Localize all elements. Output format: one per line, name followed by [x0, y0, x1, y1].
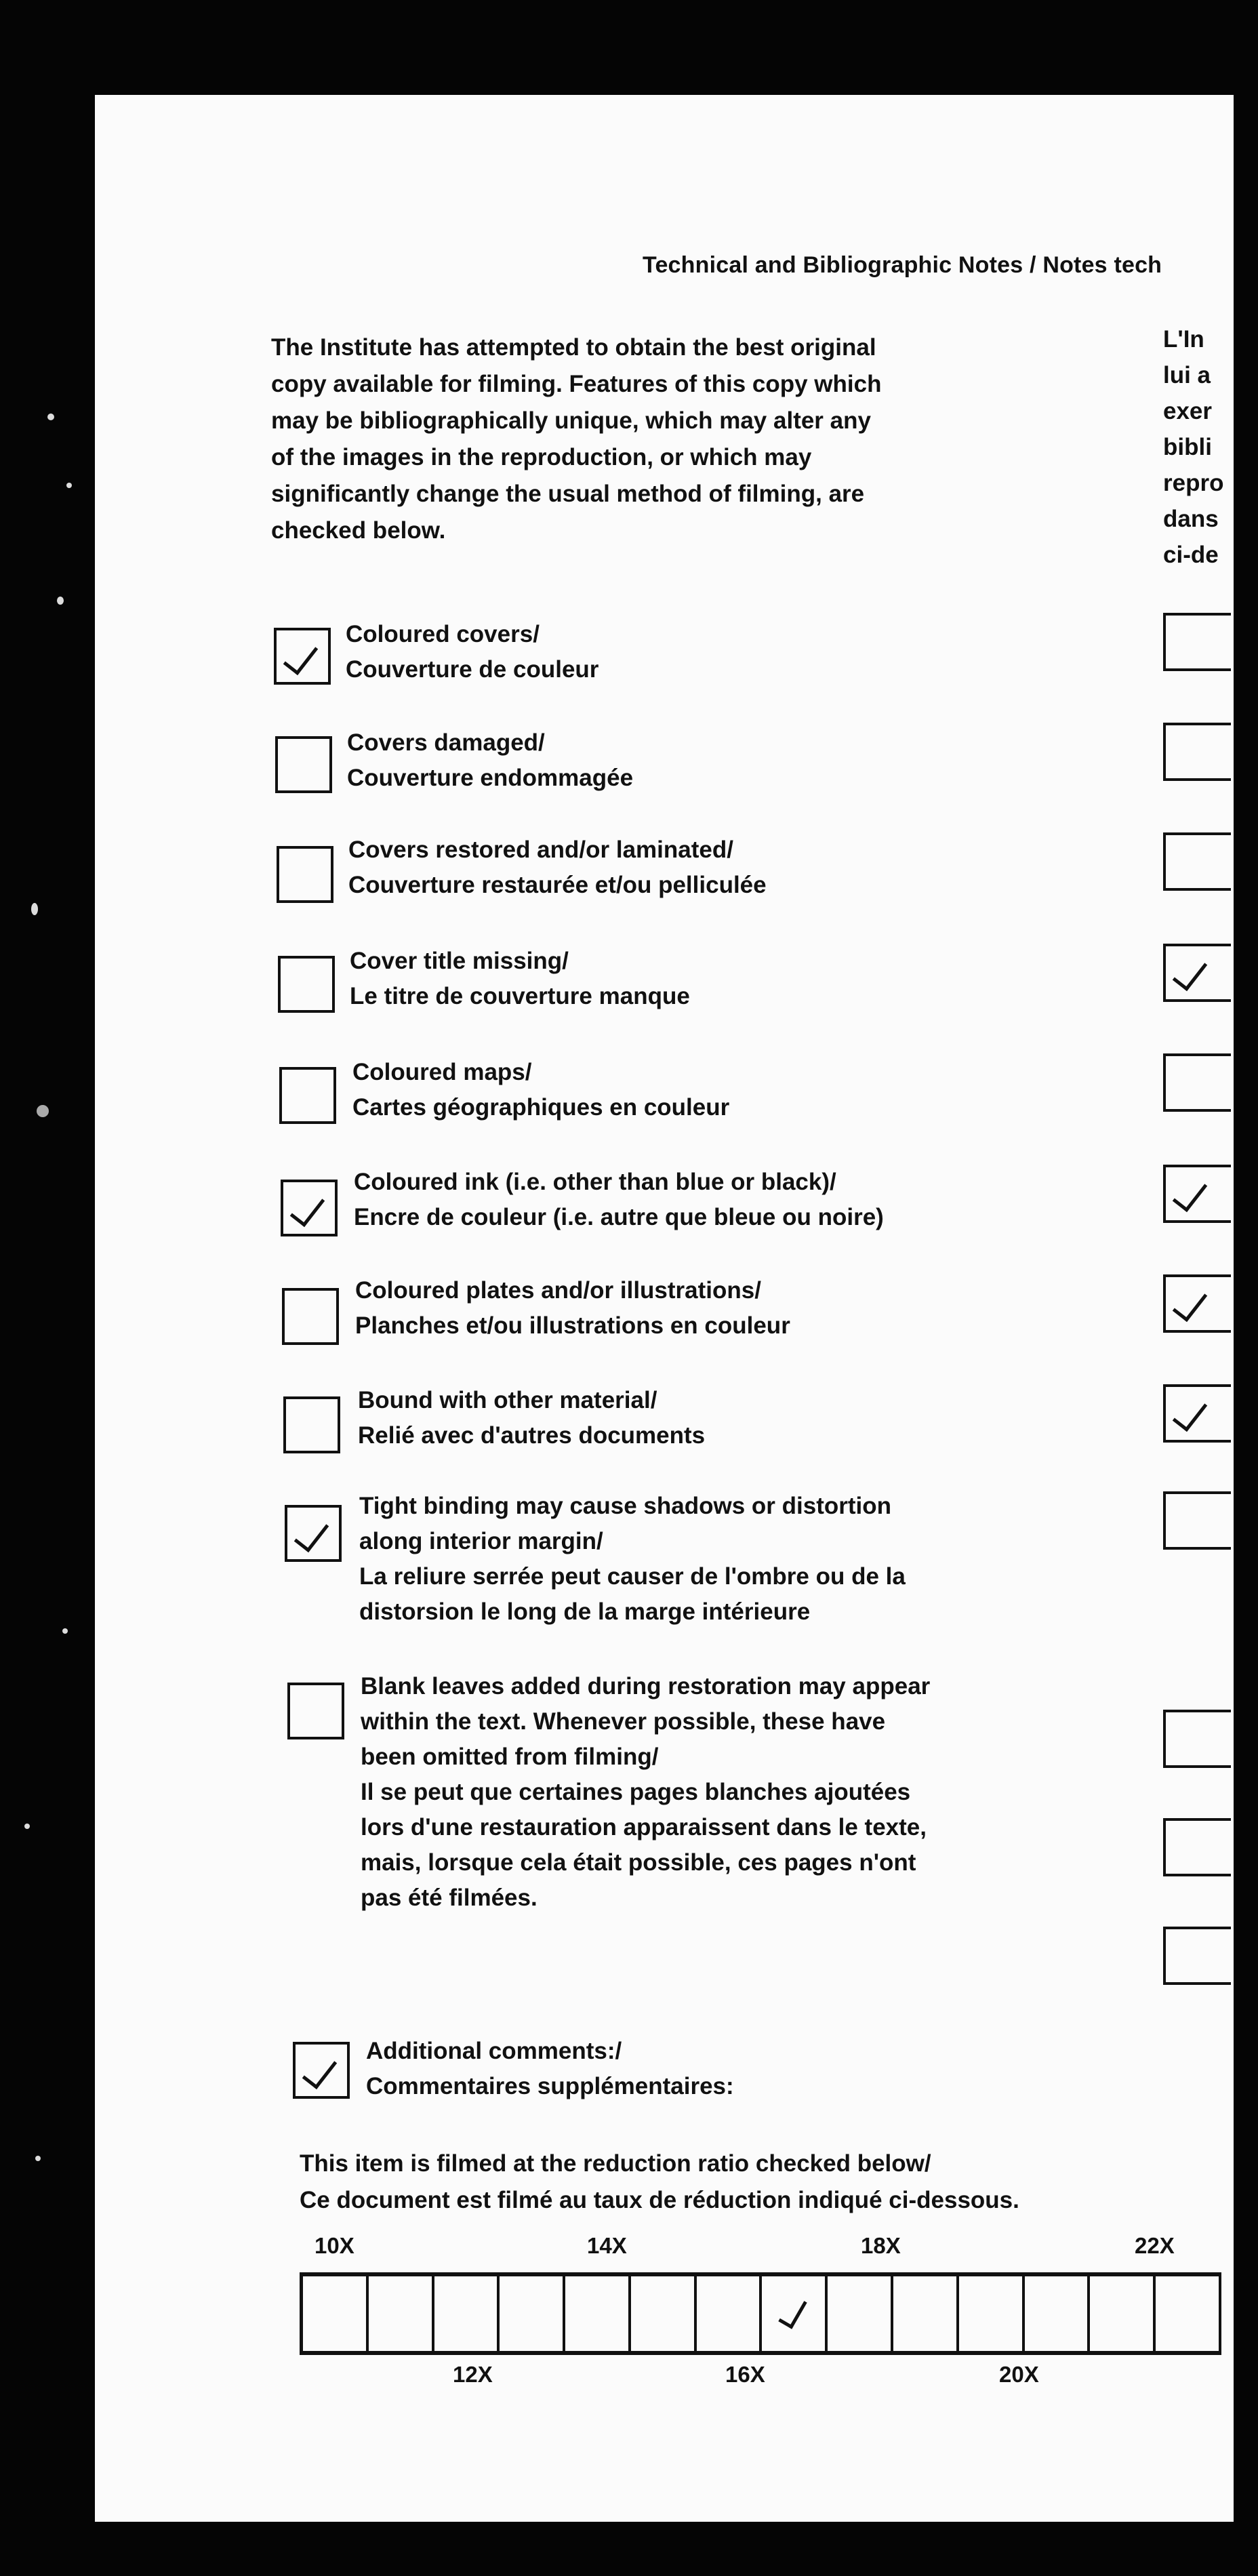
- label-line: La reliure serrée peut causer de l'ombre ou de la: [359, 1563, 906, 1590]
- coloured-covers-checkbox[interactable]: [274, 628, 331, 685]
- coloured-covers-label: [346, 617, 1010, 687]
- label-line: within the text. Whenever possible, these have: [361, 1708, 886, 1735]
- right-checkbox[interactable]: [1163, 1053, 1231, 1112]
- label-line: Cover title missing/: [350, 948, 569, 974]
- dust-speck: [66, 483, 72, 488]
- french-intro-line: dans: [1163, 506, 1219, 532]
- covers-restored-label: [348, 832, 1013, 903]
- label-line: lors d'une restauration apparaissent dans le texte,: [361, 1814, 927, 1840]
- label-line: Bound with other material/: [358, 1387, 657, 1413]
- label-line: pas été filmées.: [361, 1885, 537, 1911]
- blank-leaves-label: [361, 1669, 1025, 1916]
- reduction-ratio-statement: [300, 2146, 1113, 2219]
- ratio-cell[interactable]: [893, 2276, 959, 2351]
- ratio-tick-top: 22X: [1135, 2233, 1175, 2258]
- dust-speck: [24, 1824, 30, 1829]
- cover-title-missing-checkbox[interactable]: [278, 956, 335, 1013]
- covers-damaged-label: [347, 725, 1011, 796]
- ratio-cell[interactable]: [434, 2276, 500, 2351]
- french-intro-line: bibli: [1163, 434, 1212, 460]
- ratio-cell[interactable]: [303, 2276, 369, 2351]
- label-line: been omitted from filming/: [361, 1744, 659, 1770]
- ratio-cell[interactable]: [1025, 2276, 1091, 2351]
- label-line: Tight binding may cause shadows or distortion: [359, 1493, 891, 1519]
- label-line: Covers restored and/or laminated/: [348, 837, 733, 863]
- coloured-plates-label: [355, 1273, 1019, 1344]
- cover-title-missing-label: [350, 944, 1014, 1014]
- french-intro-line: lui a: [1163, 362, 1211, 388]
- intro-line: copy available for filming. Features of this copy which: [271, 371, 882, 397]
- french-intro-line: repro: [1163, 470, 1224, 496]
- dust-speck: [31, 903, 38, 915]
- ratio-tick-top: 14X: [587, 2233, 627, 2258]
- bound-with-label: [358, 1383, 1022, 1453]
- right-checkbox[interactable]: [1163, 1165, 1231, 1223]
- label-line: along interior margin/: [359, 1528, 603, 1554]
- french-intro-line: exer: [1163, 398, 1213, 424]
- label-line: Coloured ink (i.e. other than blue or black)/: [354, 1169, 836, 1195]
- statement-line: Ce document est filmé au taux de réduction indiqué ci-dessous.: [300, 2187, 1019, 2213]
- label-line: Relié avec d'autres documents: [358, 1422, 706, 1449]
- french-intro-line: L'In: [1163, 326, 1204, 353]
- blank-leaves-checkbox[interactable]: [287, 1683, 344, 1739]
- ratio-tick-bottom: 16X: [725, 2362, 765, 2387]
- label-line: Coloured plates and/or illustrations/: [355, 1277, 761, 1304]
- right-checkbox[interactable]: [1163, 1491, 1231, 1550]
- intro-line: checked below.: [271, 517, 446, 544]
- label-line: Coloured covers/: [346, 621, 540, 647]
- right-checkbox[interactable]: [1163, 944, 1231, 1002]
- label-line: Coloured maps/: [352, 1059, 532, 1085]
- intro-line: of the images in the reproduction, or which may: [271, 444, 812, 470]
- bound-with-checkbox[interactable]: [283, 1396, 340, 1453]
- ratio-tick-bottom: 20X: [999, 2362, 1039, 2387]
- coloured-maps-label: [352, 1055, 1017, 1125]
- label-line: Additional comments:/: [366, 2038, 622, 2064]
- dust-speck: [57, 597, 64, 605]
- covers-restored-checkbox[interactable]: [277, 846, 333, 903]
- french-intro-line: ci-de: [1163, 542, 1219, 568]
- french-intro-cropped: [1163, 321, 1258, 573]
- tight-binding-label: [359, 1489, 1023, 1630]
- coloured-ink-checkbox[interactable]: [281, 1180, 338, 1236]
- ratio-cell[interactable]: [500, 2276, 565, 2351]
- right-checkbox[interactable]: [1163, 723, 1231, 781]
- label-line: Blank leaves added during restoration may appear: [361, 1673, 931, 1699]
- label-line: Couverture de couleur: [346, 656, 599, 683]
- ratio-cell[interactable]: [1156, 2276, 1221, 2351]
- right-checkbox[interactable]: [1163, 1710, 1231, 1768]
- label-line: Cartes géographiques en couleur: [352, 1094, 730, 1121]
- ratio-cell[interactable]: [631, 2276, 697, 2351]
- coloured-plates-checkbox[interactable]: [282, 1288, 339, 1345]
- ratio-tick-top: 10X: [314, 2233, 354, 2258]
- right-checkbox[interactable]: [1163, 1927, 1231, 1985]
- tight-binding-checkbox[interactable]: [285, 1505, 342, 1562]
- label-line: Le titre de couverture manque: [350, 983, 690, 1009]
- additional-comments-checkbox[interactable]: [293, 2042, 350, 2099]
- dust-speck: [62, 1628, 68, 1634]
- right-checkbox[interactable]: [1163, 613, 1231, 671]
- label-line: Couverture endommagée: [347, 765, 634, 791]
- right-checkbox[interactable]: [1163, 1384, 1231, 1443]
- intro-line: The Institute has attempted to obtain the best original: [271, 334, 876, 361]
- right-checkbox[interactable]: [1163, 832, 1231, 891]
- ratio-tick-bottom: 12X: [453, 2362, 493, 2387]
- label-line: Planches et/ou illustrations en couleur: [355, 1312, 790, 1339]
- label-line: Covers damaged/: [347, 729, 545, 756]
- ratio-cell[interactable]: [369, 2276, 434, 2351]
- coloured-maps-checkbox[interactable]: [279, 1067, 336, 1124]
- intro-line: significantly change the usual method of filming, are: [271, 481, 865, 507]
- ratio-cell[interactable]: [1090, 2276, 1156, 2351]
- dust-speck: [35, 2156, 41, 2161]
- label-line: distorsion le long de la marge intérieure: [359, 1598, 811, 1625]
- ratio-tick-top: 18X: [861, 2233, 901, 2258]
- reduction-ratio-strip: [300, 2272, 1221, 2355]
- additional-comments-label: [366, 2034, 1030, 2104]
- label-line: mais, lorsque cela était possible, ces pages n'ont: [361, 1849, 916, 1876]
- label-line: Couverture restaurée et/ou pelliculée: [348, 872, 767, 898]
- right-checkbox[interactable]: [1163, 1818, 1231, 1876]
- label-line: Il se peut que certaines pages blanches ajoutées: [361, 1779, 911, 1805]
- intro-paragraph: [271, 329, 962, 549]
- ratio-cell[interactable]: [565, 2276, 631, 2351]
- right-checkbox[interactable]: [1163, 1274, 1231, 1333]
- ratio-cell[interactable]: [959, 2276, 1025, 2351]
- dust-speck: [37, 1105, 49, 1117]
- dust-speck: [47, 414, 54, 420]
- coloured-ink-label: [354, 1165, 1018, 1235]
- ratio-cell[interactable]: [762, 2276, 828, 2351]
- intro-line: may be bibliographically unique, which may alter any: [271, 407, 871, 434]
- label-line: Encre de couleur (i.e. autre que bleue ou noire): [354, 1204, 884, 1230]
- label-line: Commentaires supplémentaires:: [366, 2073, 734, 2099]
- page-title: Technical and Bibliographic Notes / Notes tech: [643, 252, 1162, 278]
- ratio-cell[interactable]: [828, 2276, 893, 2351]
- statement-line: This item is filmed at the reduction ratio checked below/: [300, 2150, 931, 2177]
- covers-damaged-checkbox[interactable]: [275, 736, 332, 793]
- ratio-cell[interactable]: [697, 2276, 763, 2351]
